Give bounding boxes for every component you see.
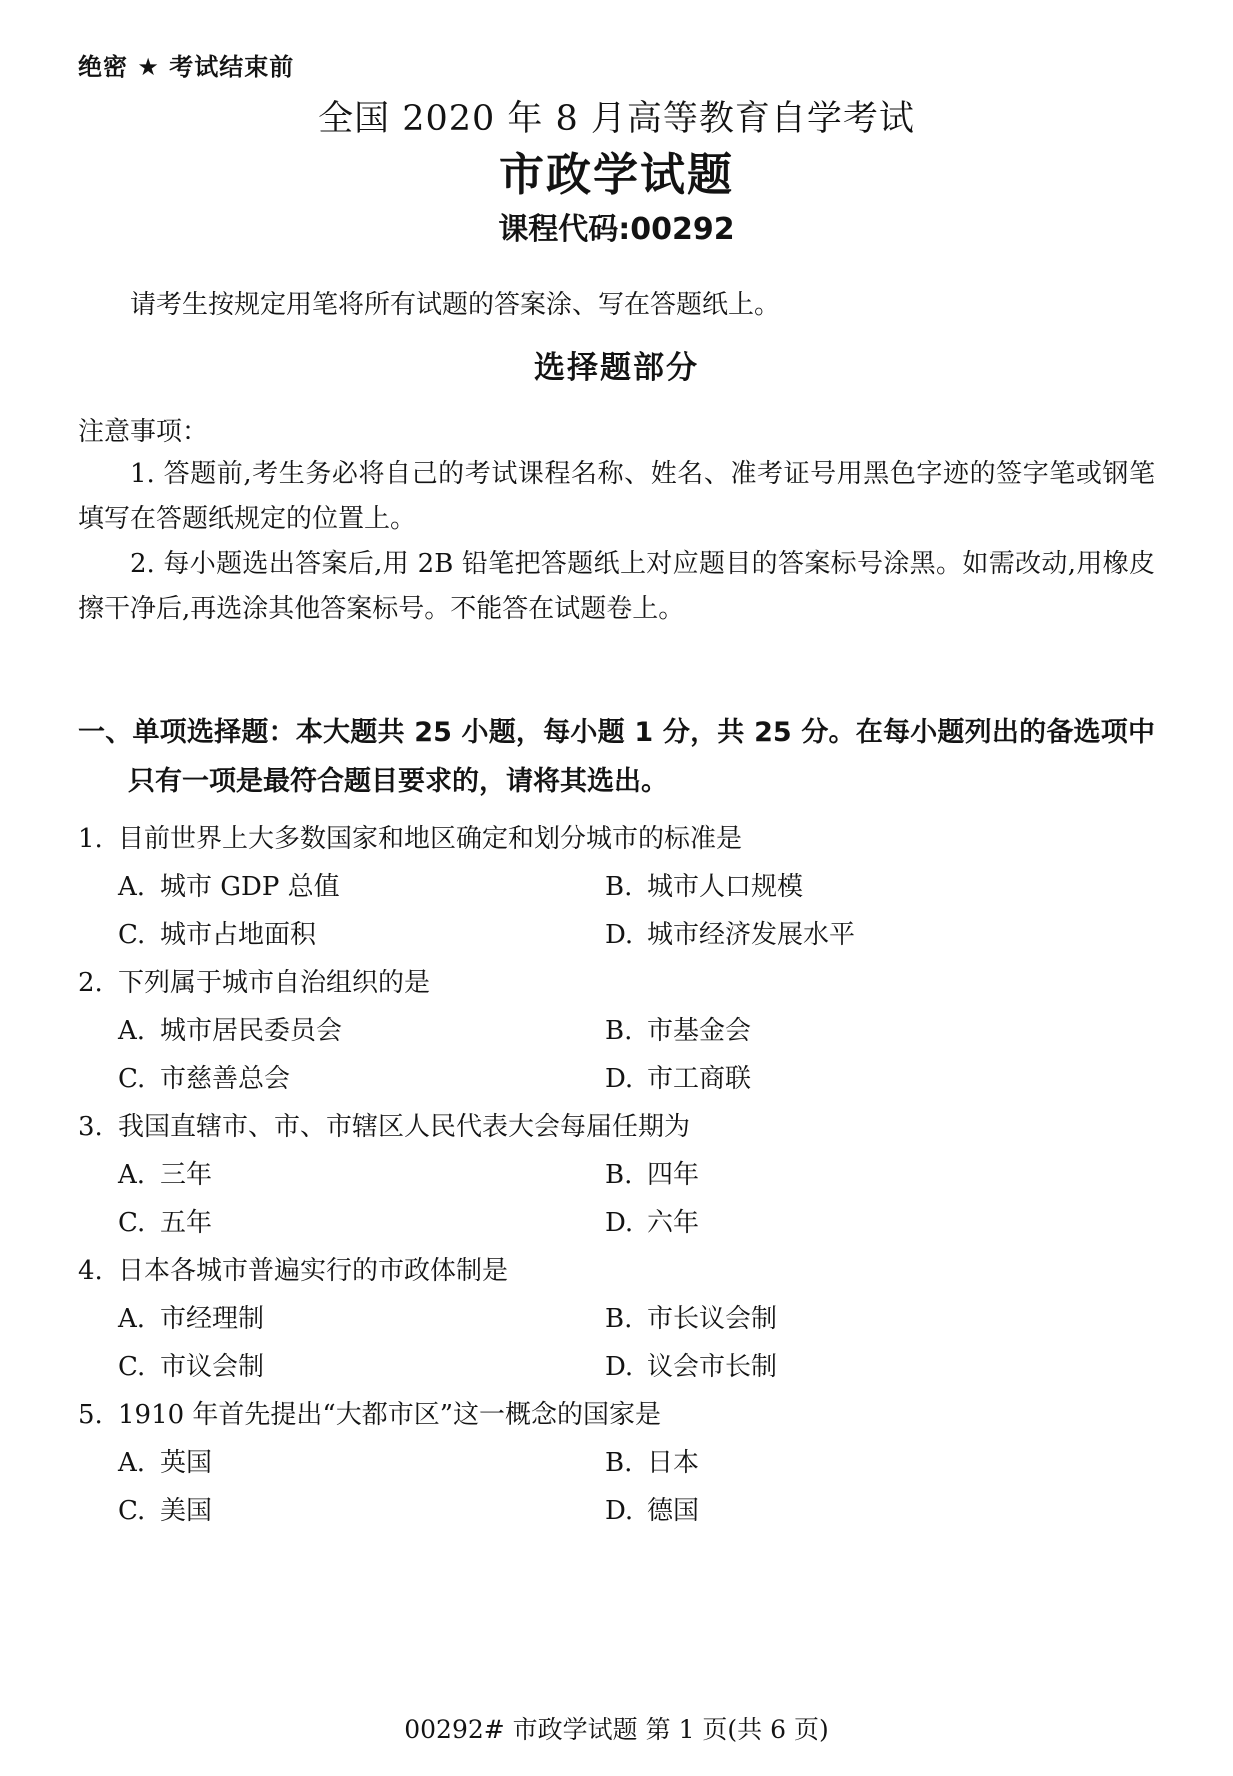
option-c [118,1497,605,1526]
option-c [118,1353,605,1382]
option-d [605,921,1155,950]
option-label: C. [118,1208,146,1238]
option-a [118,1305,605,1334]
option-text: 市长议会制 [647,1304,778,1334]
question-3 [78,1113,1155,1238]
notes-heading: 注意事项： [78,417,209,447]
option-a [118,873,605,902]
option-label: C. [118,1496,146,1526]
question-text: 目前世界上大多数国家和地区确定和划分城市的标准是 [118,824,743,854]
page-footer: 00292# 市政学试题 第 1 页(共 6 页) [404,1715,829,1744]
question-4 [78,1257,1155,1382]
option-label: D. [605,1352,634,1382]
option-label: B. [605,1304,633,1334]
option-d [605,1353,1155,1382]
option-label: B. [605,1016,633,1046]
option-text: 日本 [647,1448,700,1478]
question-options [118,998,1155,1094]
option-label: D. [605,1208,634,1238]
option-label: C. [118,1352,146,1382]
section-one-heading: 一、单项选择题：本大题共 25 小题，每小题 1 分，共 25 分。在每小题列出的备选项中只有一项是最符合题目要求的，请将其选出。 [78,717,1155,797]
option-text: 三年 [160,1160,213,1190]
question-5 [78,1401,1155,1526]
option-label: A. [118,1448,146,1478]
option-text: 市工商联 [647,1064,752,1094]
option-text: 英国 [160,1448,213,1478]
option-label: B. [605,872,633,902]
option-text: 市基金会 [647,1016,752,1046]
option-label: A. [118,1016,146,1046]
option-c [118,921,605,950]
option-label: B. [605,1448,633,1478]
option-text: 市经理制 [160,1304,265,1334]
question-options [118,854,1155,950]
question-number: 2. [78,968,103,998]
question-number: 1. [78,824,103,854]
option-text: 五年 [160,1208,213,1238]
option-a [118,1017,605,1046]
option-b [605,1449,1155,1478]
option-label: A. [118,1304,146,1334]
question-text: 下列属于城市自治组织的是 [118,968,431,998]
question-2 [78,969,1155,1094]
question-options [118,1286,1155,1382]
question-options [118,1142,1155,1238]
question-number: 4. [78,1256,103,1286]
option-d [605,1497,1155,1526]
option-text: 美国 [160,1496,213,1526]
option-label: C. [118,1064,146,1094]
option-text: 议会市长制 [647,1352,778,1382]
option-label: A. [118,872,146,902]
option-label: D. [605,1064,634,1094]
part-title: 选择题部分 [534,350,699,386]
option-label: C. [118,920,146,950]
option-label: B. [605,1160,633,1190]
option-b [605,1017,1155,1046]
option-text: 市慈善总会 [160,1064,291,1094]
answer-instruction: 请考生按规定用笔将所有试题的答案涂、写在答题纸上。 [130,290,781,320]
option-c [118,1065,605,1094]
question-1 [78,825,1155,950]
option-d [605,1065,1155,1094]
option-text: 德国 [647,1496,700,1526]
secrecy-notice: 绝密 ★ 考试结束前 [78,53,295,81]
question-stem [78,1257,1155,1286]
question-options [118,1430,1155,1526]
option-label: D. [605,920,634,950]
question-stem [78,1401,1155,1430]
option-text: 城市经济发展水平 [647,920,856,950]
option-b [605,873,1155,902]
option-label: A. [118,1160,146,1190]
option-b [605,1305,1155,1334]
exam-title: 全国 2020 年 8 月高等教育自学考试 [318,99,915,139]
option-text: 城市人口规模 [647,872,804,902]
question-list [78,825,1155,1526]
note-item-1: 1. 答题前,考生务必将自己的考试课程名称、姓名、准考证号用黑色字迹的签字笔或钢笔填写在答题纸规定的位置上。 [78,459,1155,534]
option-text: 城市 GDP 总值 [160,872,340,902]
question-stem [78,825,1155,854]
notes-block [78,412,1155,632]
question-text: 日本各城市普遍实行的市政体制是 [118,1256,509,1286]
question-stem [78,969,1155,998]
option-a [118,1161,605,1190]
question-number: 3. [78,1112,103,1142]
question-text: 我国直辖市、市、市辖区人民代表大会每届任期为 [118,1112,691,1142]
option-text: 六年 [647,1208,700,1238]
option-label: D. [605,1496,634,1526]
option-a [118,1449,605,1478]
option-c [118,1209,605,1238]
option-text: 四年 [647,1160,700,1190]
course-code: 课程代码:00292 [498,212,735,247]
paper-title: 市政学试题 [498,148,734,201]
question-number: 5. [78,1400,103,1430]
question-stem [78,1113,1155,1142]
option-text: 城市居民委员会 [160,1016,343,1046]
option-text: 城市占地面积 [160,920,317,950]
option-b [605,1161,1155,1190]
question-text: 1910 年首先提出“大都市区”这一概念的国家是 [118,1400,662,1430]
option-d [605,1209,1155,1238]
option-text: 市议会制 [160,1352,265,1382]
note-item-2: 2. 每小题选出答案后,用 2B 铅笔把答题纸上对应题目的答案标号涂黑。如需改动,用橡皮擦干净后,再选涂其他答案标号。不能答在试题卷上。 [78,549,1155,624]
